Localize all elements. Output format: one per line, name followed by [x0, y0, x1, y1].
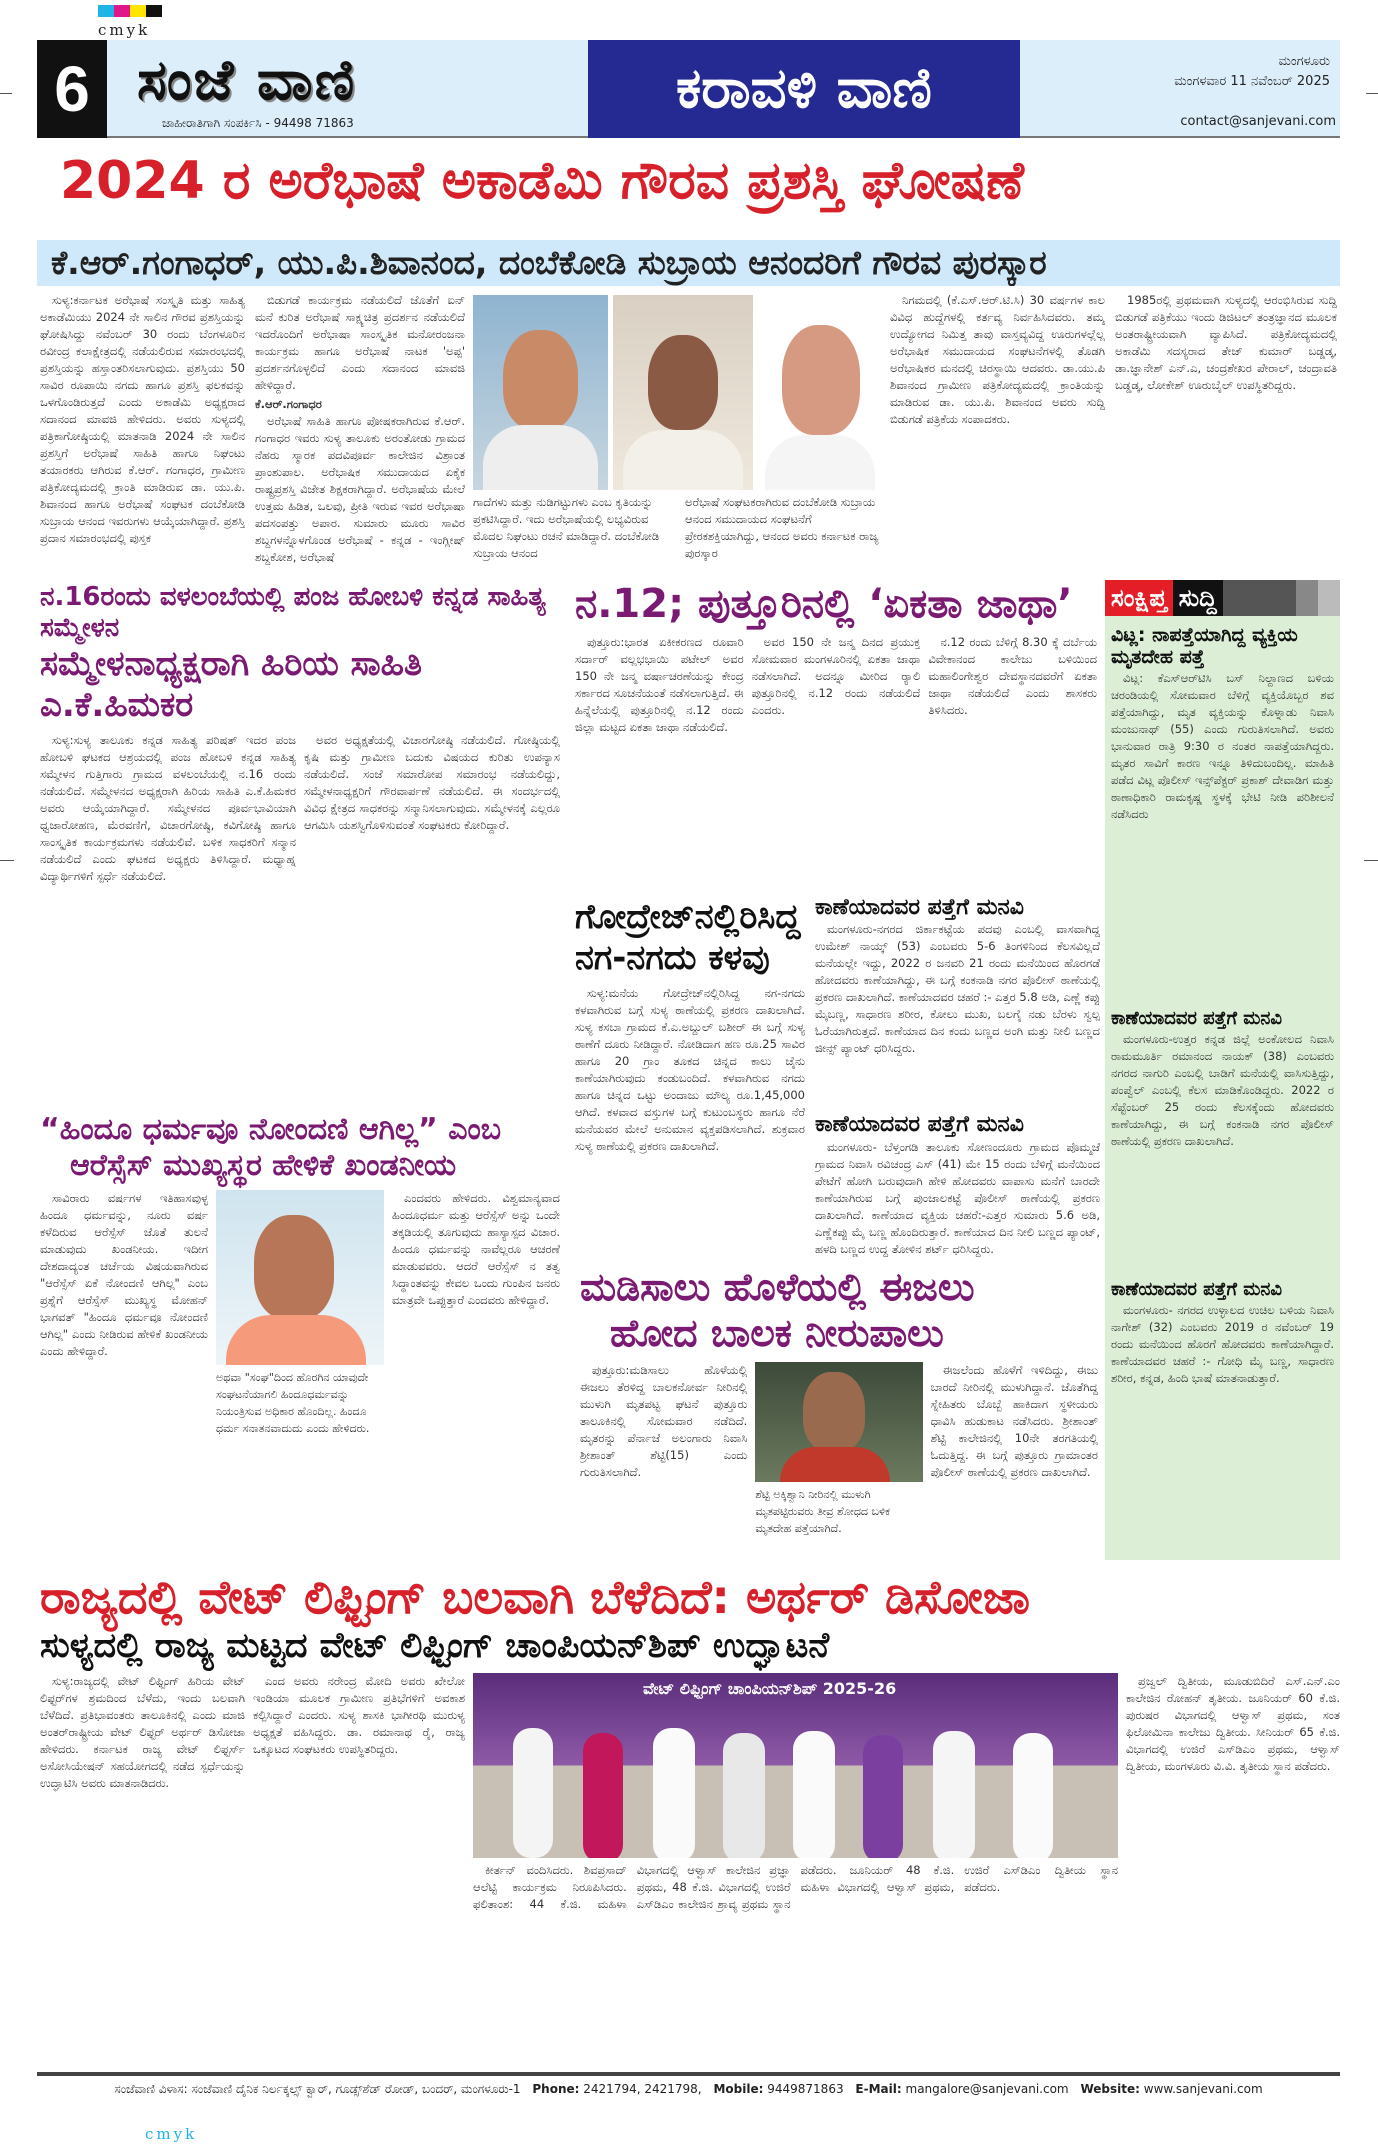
lead-caption-2: ಅರೆಭಾಷೆ ಸಂಘಟಕರಾಗಿರುವ ದಂಬೆಕೋಡಿ ಸುಬ್ರಾಯ ಆನಂದ ಸಮುದಾಯದ ಸಂಘಟನೆಗೆ ಪ್ರೇರಕಶಕ್ತಿಯಾಗಿದ್ದು, ಆನಂದ ಅವರು ಕರ್ನಾಟಕ ರಾಜ್ಯ ಪುರಸ್ಕಾರ: [685, 495, 879, 560]
missing-articles: [815, 895, 1100, 1257]
masthead: [37, 40, 1340, 138]
sahitya-col-2: ಅವರ ಅಧ್ಯಕ್ಷತೆಯಲ್ಲಿ ವಿಚಾರಗೋಷ್ಠಿ ನಡೆಯಲಿದೆ. ಗೋಷ್ಠಿಯಲ್ಲಿ ಕೃಷಿ ಮತ್ತು ಗ್ರಾಮೀಣ ಬದುಕು ವಿಷಯದ ಕುರಿತು ಉಪನ್ಯಾಸ ನಡೆಯಲಿದೆ. ಸಂಜೆ ಸಮಾರೋಪ ಸಮಾರಂಭ ನಡೆಯಲಿದ್ದು, ಸಮ್ಮೇಳನಾಧ್ಯಕ್ಷರಿಗೆ ಗೌರವಾರ್ಪಣೆ ನಡೆಯಲಿದೆ. ಈ ಸಂದರ್ಭದಲ್ಲಿ ವಿವಿಧ ಕ್ಷೇತ್ರದ ಸಾಧಕರನ್ನು ಸನ್ಮಾನಿಸಲಾಗುವುದು. ಸಮ್ಮೇಳನಕ್ಕೆ ಎಲ್ಲರೂ ಆಗಮಿಸಿ ಯಶಸ್ವಿಗೊಳಿಸುವಂತೆ ಸಂಘಟಕರು ಕೋರಿದ್ದಾರೆ.: [304, 732, 560, 832]
photo-subraya-ananda: [760, 295, 880, 490]
missing2-headline: ಕಾಣೆಯಾದವರ ಪತ್ತೆಗೆ ಮನವಿ: [815, 1112, 1024, 1138]
lead-col-1: ಸುಳ್ಯ:ಕರ್ನಾಟಕ ಅರೆಭಾಷೆ ಸಂಸ್ಕೃತಿ ಮತ್ತು ಸಾಹಿತ್ಯ ಅಕಾಡೆಮಿಯು 2024 ನೇ ಸಾಲಿನ ಗೌರವ ಪ್ರಶಸ್ತಿಯನ್ನು ಘೋಷಿಸಿದ್ದು ನವೆಂಬರ್ 30 ರಂದು ಬೆಂಗಳೂರಿನ ರವೀಂದ್ರ ಕಲಾಕ್ಷೇತ್ರದಲ್ಲಿ ನಡೆಯಲಿರುವ ಸಮಾರಂಭದಲ್ಲಿ ಪ್ರಶಸ್ತಿಯನ್ನು ಹಸ್ತಾಂತರಿಸಲಾಗುವುದು. ಪ್ರಶಸ್ತಿಯು 50 ಸಾವಿರ ರೂಪಾಯಿ ನಗದು ಹಾಗೂ ಪ್ರಶಸ್ತಿ ಫಲಕವನ್ನು ಒಳಗೊಂಡಿರುತ್ತದೆ ಎಂದು ಅಕಾಡೆಮಿ ಅಧ್ಯಕ್ಷರಾದ ಸದಾನಂದ ಮಾವಜಿ ಹೇಳಿದರು. ಅವರು ಸುಳ್ಯದಲ್ಲಿ ಪತ್ರಿಕಾಗೋಷ್ಠಿಯಲ್ಲಿ ಮಾತನಾಡಿ 2024 ನೇ ಸಾಲಿನ ಪ್ರಶಸ್ತಿಗೆ ಅರೆಭಾಷೆ ಸಾಹಿತಿ ಹಾಗೂ ನಿಘಂಟು ತಯಾರಕರು ಆಗಿರುವ ಕೆ.ಆರ್. ಗಂಗಾಧರ, ಗ್ರಾಮೀಣ ಪತ್ರಿಕೋದ್ಯಮದಲ್ಲಿ ಕ್ರಾಂತಿ ಮಾಡಿರುವ ಡಾ. ಯು.ಪಿ. ಶಿವಾನಂದ ಹಾಗೂ ಅರೆಭಾಷೆ ಸಂಘಟಕ ದಂಬೆಕೋಡಿ ಸುಬ್ರಾಯ ಆನಂದ ಇವರುಗಳು ಆಯ್ಕೆಯಾಗಿದ್ದಾರೆ. ಪ್ರಶಸ್ತಿ ಪ್ರದಾನ ಸಮಾರಂಭದಲ್ಲಿ ಪುಸ್ತಕ: [40, 293, 245, 545]
brief-headline-3: ಕಾಣೆಯಾದವರ ಪತ್ತೆಗೆ ಮನವಿ: [1111, 1279, 1282, 1300]
edition-logo: [588, 40, 1020, 138]
lead-col-2: ಬಿಡುಗಡೆ ಕಾರ್ಯಕ್ರಮ ನಡೆಯಲಿದೆ ಜೊತೆಗೆ ಐನ್ ಮನೆ ಕುರಿತ ಅರೆಭಾಷೆ ಸಾಕ್ಷ್ಯಚಿತ್ರ ಪ್ರದರ್ಶನ ನಡೆಯಲಿದೆ ಇದರೊಂದಿಗೆ ಅರೆಭಾಷಾ ಸಾಂಸ್ಕೃತಿಕ ಮನೋರಂಜನಾ ಕಾರ್ಯಕ್ರಮ ಹಾಗೂ ಅರೆಭಾಷೆ ನಾಟಕ 'ಅಪ್ಪ' ಪ್ರದರ್ಶನಗೊಳ್ಳಲಿದೆ ಎಂದು ಸದಾನಂದ ಮಾವಜಿ ಹೇಳಿದ್ದಾರೆ. ಕೆ.ಆರ್.ಗಂಗಾಧರ ಅರೆಭಾಷೆ ಸಾಹಿತಿ ಹಾಗೂ ಪೋಷಕರಾಗಿರುವ ಕೆ.ಆರ್. ಗಂಗಾಧರ ಇವರು ಸುಳ್ಯ ತಾಲೂಕು ಅರಂತೋಡು ಗ್ರಾಮದ ನೆಹರು ಸ್ಮಾರಕ ಪದವಿಪೂರ್ವ ಕಾಲೇಜಿನ ವಿಶ್ರಾಂತ ಪ್ರಾಂಶುಪಾಲ. ಅರೆಭಾಷಿಕ ಸಮುದಾಯದ ಏಕೈಕ ರಾಷ್ಟ್ರಪ್ರಶಸ್ತಿ ವಿಜೇತ ಶಿಕ್ಷಕರಾಗಿದ್ದಾರೆ. ಅರೆಭಾಷೆಯ ಮೇಲೆ ಉತ್ತಮ ಹಿಡಿತ, ಒಲವು, ಪ್ರೀತಿ ಇರುವ ಇವರ ಅರೆಭಾಷಾ ಪದಸಂಪತ್ತು ಅಪಾರ. ಸುಮಾರು ಮೂರು ಸಾವಿರ ಶಬ್ದಗಳನ್ನೊಳಗೊಂಡ ಅರೆಭಾಷೆ - ಕನ್ನಡ - ಇಂಗ್ಲೀಷ್ ಶಬ್ದಕೋಶ, ಅರೆಭಾಷೆ: [255, 293, 465, 564]
footer-mobile: 9449871863: [767, 2082, 844, 2096]
footer: ಸಂಜೆವಾಣಿ ವಿಳಾಸ: ಸಂಜೆವಾಣಿ ದೈನಿಕ ನಿರ್ಲಕ್ಕಲ್ಸ್ ಕ್ವಾರ್, ಗೂಡ್ಸ್‌ಶೆಡ್ ರೋಡ್, ಬಂದರ್, ಮಂಗಳೂರು-1 Phone: 2421794, 2421798, Mobile: 9449871863 E-Mail: mangalore@sanjevani.com Website: www.sanjevani.com: [37, 2072, 1340, 2097]
godrej-headline-2: ನಗ-ನಗದು ಕಳವು: [575, 937, 770, 978]
lead-headline: 2024 ರ ಅರೆಭಾಷೆ ಅಕಾಡೆಮಿ ಗೌರವ ಪ್ರಶಸ್ತಿ ಘೋಷಣೆ: [60, 151, 1024, 211]
crop-mark: [0, 93, 12, 94]
drown-col-1: ಪುತ್ತೂರು:ಮಡಿಸಾಲು ಹೊಳೆಯಲ್ಲಿ ಈಜಲು ತೆರಳಿದ್ದ ಬಾಲಕನೋರ್ವ ನೀರಿನಲ್ಲಿ ಮುಳುಗಿ ಮೃತಪಟ್ಟ ಘಟನೆ ಪುತ್ತೂರು ತಾಲೂಕಿನಲ್ಲಿ ಸೋಮವಾರ ನಡೆದಿದೆ. ಮೃತರನ್ನು ಪೆರ್ನಾಜೆ ಅಲಂಗಾರು ನಿವಾಸಿ ಶ್ರೀಶಾಂತ್ ಶೆಟ್ಟಿ(15) ಎಂದು ಗುರುತಿಸಲಾಗಿದೆ.: [580, 1363, 748, 1480]
hindu-col-1: ಸಾವಿರಾರು ವರ್ಷಗಳ ಇತಿಹಾಸವುಳ್ಳ ಹಿಂದೂ ಧರ್ಮವನ್ನು, ನೂರು ವರ್ಷ ಕಳೆದಿರುವ ಆರೆಸ್ಸೆಸ್ ಜೊತೆ ತುಲನೆ ಮಾಡುವುದು ಖಂಡನೀಯ. ಇದೀಗ ದೇಶದಾದ್ಯಂತ ಚರ್ಚೆಯ ವಿಷಯವಾಗಿರುವ "ಆರೆಸ್ಸೆಸ್ ಏಕೆ ನೋಂದಣಿ ಆಗಿಲ್ಲ" ಎಂಬ ಪ್ರಶ್ನೆಗೆ ಆರೆಸ್ಸೆಸ್ ಮುಖ್ಯಸ್ಥ ಮೋಹನ್ ಭಾಗವತ್ "ಹಿಂದೂ ಧರ್ಮವೂ ನೋಂದಣಿ ಆಗಿಲ್ಲ" ಎಂದು ನೀಡಿರುವ ಹೇಳಿಕೆ ಖಂಡನೀಯ ಎಂದು ಹೇಳಿದ್ದಾರೆ.: [40, 1191, 208, 1358]
missing2-body: ಮಂಗಳೂರು- ಬೆಳ್ತಂಗಡಿ ತಾಲೂಕು ಸೋಣಂದೂರು ಗ್ರಾಮದ ಪೊಮ್ಮಜೆ ಗ್ರಾಮದ ನಿವಾಸಿ ರವಿಚಂದ್ರ ಎಸ್ (41) ಮೇ 15 ರಂದು ಬೆಳಿಗ್ಗೆ ಮನೆಯಿಂದ ಪೇಟೆಗೆ ಹೋಗಿ ಬರುವುದಾಗಿ ಹೇಳಿ ಹೋದವರು ವಾಪಾಸು ಮನೆಗೆ ಬಾರದೇ ಕಾಣೆಯಾಗಿರುವ ಬಗ್ಗೆ ಪುಂಜಾಲಕಟ್ಟೆ ಪೊಲೀಸ್ ಠಾಣೆಯಲ್ಲಿ ಪ್ರಕರಣ ದಾಖಲಾಗಿದೆ. ಕಾಣೆಯಾದ ವ್ಯಕ್ತಿಯ ಚಹರೆ:-ಎತ್ತರ ಸುಮಾರು 5.6 ಅಡಿ, ಎಣ್ಣೆಕಪ್ಪು ಮೈ ಬಣ್ಣ ಹೊಂದಿರುತ್ತಾರೆ. ಕಾಣೆಯಾದ ದಿನ ನೀಲಿ ಬಣ್ಣದ ಪ್ಯಾಂಟ್, ಹಳದಿ ಬಣ್ಣದ ಉದ್ದ ತೋಳಿನ ಶರ್ಟ್ ಧರಿಸಿದ್ದರು.: [815, 1139, 1100, 1256]
footer-email[interactable]: mangalore@sanjevani.com: [905, 2082, 1069, 2096]
ekata-col-1: ಪುತ್ತೂರು:ಭಾರತ ಏಕೀಕರಣದ ರೂವಾರಿ ಸರ್ದಾರ್ ವಲ್ಲಭಭಾಯಿ ಪಟೇಲ್ ಅವರ 150 ನೇ ಜನ್ಮ ವರ್ಷಾಚರಣೆಯನ್ನು ಕೇಂದ್ರ ಸರ್ಕಾರದ ಸೂಚನೆಯಂತೆ ನಡೆಸಲಾಗುತ್ತಿದೆ. ಈ ಹಿನ್ನೆಲೆಯಲ್ಲಿ ಪುತ್ತೂರಿನಲ್ಲಿ ನ.12 ರಂದು ಜಿಲ್ಲಾ ಮಟ್ಟದ ಏಕತಾ ಜಾಥಾ ನಡೆಯಲಿದೆ.: [575, 635, 744, 734]
brief-body-3: ಮಂಗಳೂರು- ನಗರದ ಉಳ್ಳಾಲದ ಉಚಿಲ ಬಳಿಯ ನಿವಾಸಿ ನಾಗೇಶ್ (32) ಎಂಬವರು 2019 ರ ನವೆಂಬರ್ 19 ರಂದು ಮನೆಯಿಂದ ಹೊರಗೆ ಹೋದವರು ಕಾಣೆಯಾಗಿದ್ದಾರೆ. ಕಾಣೆಯಾದವರ ಚಹರೆ :- ಗೋಧಿ ಮೈ ಬಣ್ಣ, ಸಾಧಾರಣ ಶರೀರ, ಕನ್ನಡ, ಹಿಂದಿ ಭಾಷೆ ಮಾತನಾಡುತ್ತಾರೆ.: [1111, 1303, 1334, 1385]
city: ಮಂಗಳೂರು: [1278, 54, 1330, 69]
lead-caption-1: ಗಾದೆಗಳು ಮತ್ತು ನುಡಿಗಟ್ಟುಗಳು ಎಂಬ ಕೃತಿಯನ್ನು ಪ್ರಕಟಿಸಿದ್ದಾರೆ. ಇದು ಅರೆಭಾಷೆಯಲ್ಲಿ ಲಭ್ಯವಿರುವ ಮೊದಲ ನಿಘಂಟು ರಚನೆ ಮಾಡಿದ್ದಾರೆ. ದಂಬೆಕೋಡಿ ಸುಬ್ರಾಯ ಆನಂದ: [473, 495, 660, 560]
footer-website[interactable]: www.sanjevani.com: [1143, 2082, 1263, 2096]
sahitya-article: [40, 582, 560, 1104]
lead-col-4: 1985ರಲ್ಲಿ ಪ್ರಥಮವಾಗಿ ಸುಳ್ಯದಲ್ಲಿ ಆರಂಭಿಸಿರುವ ಸುದ್ದಿ ಬಿಡುಗಡೆ ಪತ್ರಿಕೆಯು ಇಂದು ಡಿಜಿಟಲ್ ತಂತ್ರಜ್ಞಾನದ ಮೂಲಕ ಅಂತರಾಷ್ಟ್ರೀಯವಾಗಿ ವ್ಯಾಪಿಸಿದೆ. ಪತ್ರಿಕೋದ್ಯಮದಲ್ಲಿ ಅಕಾಡೆಮಿ ಸದಸ್ಯರಾದ ತೇಜ್ ಕುಮಾರ್ ಬಡ್ಡಡ್ಕ, ಡಾ.ಜ್ಞಾನೇಶ್ ಎನ್.ಎ, ಚಂದ್ರಶೇಖರ ಪೇರಾಲ್, ಚಂದ್ರಾವತಿ ಬಡ್ಡಡ್ಕ, ಲೋಕೇಶ್ ಊರುಬೈಲ್ ಉಪಸ್ಥಿತರಿದ್ದರು.: [1115, 293, 1337, 392]
drown-article: [580, 1265, 1098, 1560]
hindu-article: [40, 1112, 560, 1560]
photo-boy: [755, 1362, 922, 1482]
hindu-col-2: ಎಂದವರು ಹೇಳಿದರು. ವಿಶ್ವಮಾನ್ಯವಾದ ಹಿಂದೂಧರ್ಮ ಮತ್ತು ಆರೆಸ್ಸೆಸ್ ಅನ್ನು ಒಂದೇ ತಕ್ಕಡಿಯಲ್ಲಿ ತೂಗುವುದು ಹಾಸ್ಯಾಸ್ಪದ ವಿಚಾರ. ಹಿಂದೂ ಧರ್ಮವನ್ನು ನಾವೆಲ್ಲರೂ ಆಚರಣೆ ಮಾಡುವವರು. ಆದರೆ ಆರೆಸ್ಸೆಸ್ ನ ತತ್ವ ಸಿದ್ಧಾಂತವನ್ನು ಕೇವಲ ಒಂದು ಗುಂಪಿನ ಜನರು ಮಾತ್ರವೇ ಒಪ್ಪುತ್ತಾರೆ ಎಂದವರು ಹೇಳಿದ್ದಾರೆ.: [392, 1191, 560, 1307]
drown-caption: ಶೆಟ್ಟಿ ಅಕ್ಕಿಶ್ವಾನಿ ನೀರಿನಲ್ಲಿ ಮುಳುಗಿ ಮೃತಪಟ್ಟಿರುವರು ತೀವ್ರ ಶೋಧದ ಬಳಿಕ ಮೃತದೇಹ ಪತ್ತೆಯಾಗಿದೆ.: [755, 1488, 890, 1536]
lead-col-3: ನಿಗಮದಲ್ಲಿ (ಕೆ.ಎಸ್.ಆರ್.ಟಿ.ಸಿ) 30 ವರ್ಷಗಳ ಕಾಲ ವಿವಿಧ ಹುದ್ದೆಗಳಲ್ಲಿ ಕರ್ತವ್ಯ ನಿರ್ವಹಿಸಿದವರು. ತಮ್ಮ ಉದ್ಯೋಗದ ನಿಮಿತ್ತ ತಾವು ವಾಸ್ತವ್ಯವಿದ್ದ ಊರುಗಳಲ್ಲೆಲ್ಲ ಅರೆಭಾಷಿಕ ಸಮುದಾಯದ ಸಂಘಟನೆಗಳಲ್ಲಿ ತೊಡಗಿ ಅರೆಭಾಷಿಕರ ಮನದಲ್ಲಿ ಚಿರಸ್ಥಾಯಿ ಆದವರು. ಡಾ.ಯು.ಪಿ ಶಿವಾನಂದ ಗ್ರಾಮೀಣ ಪತ್ರಿಕೋದ್ಯಮದಲ್ಲಿ ಕ್ರಾಂತಿಯನ್ನು ಮಾಡಿರುವ ಡಾ. ಯು.ಪಿ. ಶಿವಾನಂದ ಅವರು ಸುದ್ದಿ ಬಿಡುಗಡೆ ಪತ್ರಿಕೆಯ ಸಂಪಾದಕರು.: [890, 293, 1105, 426]
photo-weightlifting-inauguration: [473, 1673, 1118, 1858]
godrej-article: [575, 897, 805, 1257]
weightlifting-col-2: ಎಂದ ಅವರು ನರೇಂದ್ರ ಮೋದಿ ಅವರು ಖೇಲೋ ಇಂಡಿಯಾ ಮೂಲಕ ಗ್ರಾಮೀಣ ಪ್ರತಿಭೆಗಳಿಗೆ ಅವಕಾಶ ಕಲ್ಪಿಸಿದ್ದಾರೆ ಎಂದರು. ಸುಳ್ಯ ಶಾಸಕಿ ಭಾಗೀರಥಿ ಮುರುಳ್ಯ ಅಧ್ಯಕ್ಷತೆ ವಹಿಸಿದ್ದರು. ಡಾ. ರಮಾನಾಥ ರೈ, ರಾಜ್ಯ ಒಕ್ಕೂಟದ ಸಂಘಟಕರು ಉಪಸ್ಥಿತರಿದ್ದರು.: [253, 1674, 465, 1757]
edition-name: ಕರಾವಳಿ ವಾಣಿ: [676, 56, 932, 121]
weightlifting-subheadline: ಸುಳ್ಯದಲ್ಲಿ ರಾಜ್ಯ ಮಟ್ಟದ ವೇಟ್ ಲಿಫ್ಟಿಂಗ್ ಚಾಂಪಿಯನ್‌ಶಿಪ್ ಉದ್ಘಾಟನೆ: [40, 1626, 830, 1667]
ekata-article: [575, 580, 1097, 890]
sahitya-headline-2: ಸಮ್ಮೇಳನಾಧ್ಯಕ್ಷರಾಗಿ ಹಿರಿಯ ಸಾಹಿತಿ ಎ.ಕೆ.ಹಿಮಕರ: [40, 644, 423, 726]
brief-body-2: ಮಂಗಳೂರು-ಉತ್ತರ ಕನ್ನಡ ಜಿಲ್ಲೆ ಅಂಕೋಲದ ನಿವಾಸಿ ರಾಮಮೂರ್ತಿ ರಮಾನಂದ ನಾಯಕ್ (38) ಎಂಬವರು ನಗರದ ನಾಗುರಿ ಎಂಬಲ್ಲಿ ಬಾಡಿಗೆ ಮನೆಯಲ್ಲಿ ವಾಸಿಸುತ್ತಿದ್ದು, ಪಂಪ್ವೆಲ್ ಎಂಬಲ್ಲಿ ಕೆಲಸ ಮಾಡಿಕೊಂಡಿದ್ದರು. 2022 ರ ಸೆಪ್ಟೆಂಬರ್ 25 ರಂದು ಕೆಲಸಕ್ಕೆಂದು ಹೋದವರು ಕಾಣೆಯಾಗಿದ್ದು, ಈ ಬಗ್ಗೆ ಕಂಕನಾಡಿ ನಗರ ಪೊಲೀಸ್ ಠಾಣೆಯಲ್ಲಿ ಪ್ರಕರಣ ದಾಖಲಾಗಿದೆ.: [1111, 1032, 1334, 1148]
crop-mark: [1364, 860, 1378, 861]
brief-headline-2: ಕಾಣೆಯಾದವರ ಪತ್ತೆಗೆ ಮನವಿ: [1111, 1008, 1282, 1029]
contact-email[interactable]: contact@sanjevani.com: [1180, 114, 1336, 129]
brief-news-sidebar: [1105, 580, 1340, 1560]
godrej-headline-1: ಗೋದ್ರೇಜ್‌ನಲ್ಲಿರಿಸಿದ್ದ: [575, 897, 801, 937]
crop-mark: [1366, 93, 1378, 94]
missing1-body: ಮಂಗಳೂರು-ನಗರದ ಜಿರ್ಕಾಕಟ್ಟೆಯ ಪದವು ಎಂಬಲ್ಲಿ ವಾಸವಾಗಿದ್ದ ಉಮೇಶ್ ನಾಯ್ಕ್ (53) ಎಂಬವರು 5-6 ತಿಂಗಳಿನಿಂದ ಕೆಲಸವಿಲ್ಲದೆ ಮನೆಯಲ್ಲೇ ಇದ್ದು, 2022 ರ ಜನವರಿ 21 ರಂದು ಮನೆಯಿಂದ ಹೊರಗಡೆ ಹೋದವರು ಕಾಣೆಯಾಗಿದ್ದು, ಈ ಬಗ್ಗೆ ಕಂಕನಾಡಿ ನಗರ ಪೊಲೀಸ್ ಠಾಣೆಯಲ್ಲಿ ಪ್ರಕರಣ ದಾಖಲಾಗಿದೆ. ಕಾಣೆಯಾದವರ ಚಹರೆ :- ಎತ್ತರ 5.8 ಅಡಿ, ಎಣ್ಣೆ ಕಪ್ಪು ಮೈಬಣ್ಣ, ಸಾಧಾರಣ ಶರೀರ, ಕೋಲು ಮುಖ, ಬಲಗೈ ನಡು ಬೆರಳು ಸ್ವಲ್ಪ ಓರೆಯಾಗಿರುತ್ತದೆ. ಕಾಣೆಯಾದ ದಿನ ಕಂದು ಬಣ್ಣದ ಅಂಗಿ ಮತ್ತು ನೀಲಿ ಬಣ್ಣದ ಜೀನ್ಸ್ ಪ್ಯಾಂಟ್ ಧರಿಸಿದ್ದರು.: [815, 922, 1100, 1056]
event-banner: ವೇಟ್ ಲಿಫ್ಟಿಂಗ್ ಚಾಂಪಿಯನ್‌ಶಿಪ್ 2025-26: [643, 1679, 897, 1699]
drown-headline-2: ಹೋದ ಬಾಲಕ ನೀರುಪಾಲು: [610, 1310, 944, 1355]
sahitya-headline-1: ನ.16ರಂದು ವಳಲಂಬೆಯಲ್ಲಿ ಪಂಜ ಹೋಬಳಿ ಕನ್ನಡ ಸಾಹಿತ್ಯ ಸಮ್ಮೇಳನ: [40, 582, 546, 644]
drown-headline-1: ಮಡಿಸಾಲು ಹೊಳೆಯಲ್ಲಿ ಈಜಲು: [580, 1265, 975, 1309]
ekata-col-2: ಅವರ 150 ನೇ ಜನ್ಮ ದಿನದ ಪ್ರಯುಕ್ತ ಸೋಮವಾರ ಮಂಗಳೂರಿನಲ್ಲಿ ಏಕತಾ ಜಾಥಾ ನಡೆಸಲಾಗಿದೆ. ಅದನ್ನೂ ಮೀರಿದ ರ‍್ಯಾಲಿ ಪುತ್ತೂರಿನಲ್ಲಿ ನ.12 ರಂದು ನಡೆಯಲಿದೆ ಎಂದರು.: [751, 635, 921, 717]
weightlifting-col-4: ಪ್ರಜ್ವಲ್ ದ್ವಿತೀಯ, ಮೂಡುಬಿದಿರೆ ಎಸ್.ಎನ್.ಎಂ ಕಾಲೇಜಿನ ರೋಹನ್ ತೃತೀಯ. ಜೂನಿಯರ್ 60 ಕೆ.ಜಿ. ಪುರುಷರ ವಿಭಾಗದಲ್ಲಿ ಆಳ್ವಾಸ್ ಪ್ರಥಮ, ಸಂತ ಫಿಲೋಮಿನಾ ಕಾಲೇಜು ದ್ವಿತೀಯ. ಸೀನಿಯರ್ 65 ಕೆ.ಜಿ. ವಿಭಾಗದಲ್ಲಿ ಉಜಿರೆ ಎಸ್‌ಡಿಎಂ ಪ್ರಥಮ, ಆಳ್ವಾಸ್ ದ್ವಿತೀಯ, ಮಂಗಳೂರು ವಿ.ವಿ. ತೃತೀಯ ಸ್ಥಾನ ಪಡೆದರು.: [1126, 1674, 1340, 1774]
page-number: 6: [37, 40, 107, 138]
missing1-headline: ಕಾಣೆಯಾದವರ ಪತ್ತೆಗೆ ಮನವಿ: [815, 895, 1024, 920]
photo-shivananda: [613, 295, 753, 490]
footer-address: ಸಂಜೆವಾಣಿ ವಿಳಾಸ: ಸಂಜೆವಾಣಿ ದೈನಿಕ ನಿರ್ಲಕ್ಕಲ್ಸ್ ಕ್ವಾರ್, ಗೂಡ್ಸ್‌ಶೆಡ್ ರೋಡ್, ಬಂದರ್, ಮಂಗಳೂರು-1: [114, 2082, 521, 2096]
footer-phone: 2421794, 2421798,: [583, 2082, 702, 2096]
hindu-photo-block: [216, 1190, 384, 1560]
dateline: [1174, 52, 1330, 92]
cmyk-label: cmyk: [98, 21, 151, 39]
ekata-col-3: ನ.12 ರಂದು ಬೆಳಿಗ್ಗೆ 8.30 ಕ್ಕೆ ದರ್ಬೆಯ ವಿವೇಕಾನಂದ ಕಾಲೇಜು ಬಳಿಯಿಂದ ಮಹಾಲಿಂಗೇಶ್ವರ ದೇವಸ್ಥಾನದವರೆಗೆ ಏಕತಾ ಜಾಥಾ ನಡೆಯಲಿದೆ ಎಂದು ಶಾಸಕರು ತಿಳಿಸಿದರು.: [928, 635, 1097, 717]
drown-photo-block: [755, 1362, 922, 1560]
cmyk-registration-mark: [98, 2, 168, 39]
hindu-headline-1: “ಹಿಂದೂ ಧರ್ಮವೂ ನೋಂದಣಿ ಆಗಿಲ್ಲ” ಎಂಬ: [40, 1112, 502, 1147]
brief-news-header: ಸಂಕ್ಷಿಪ್ತ ಸುದ್ದಿ: [1105, 580, 1340, 616]
paper-logo: ಸಂಜೆ ವಾಣಿ: [137, 48, 357, 113]
crop-mark: [0, 860, 14, 861]
hindu-headline-2: ಆರೆಸ್ಸೆಸ್ ಮುಖ್ಯಸ್ಥರ ಹೇಳಿಕೆ ಖಂಡನೀಯ: [70, 1148, 457, 1183]
brief-headline-1: ವಿಟ್ಲ: ನಾಪತ್ತೆಯಾಗಿದ್ದ ವ್ಯಕ್ತಿಯ ಮೃತದೇಹ ಪತ್ತೆ: [1111, 624, 1298, 668]
weightlifting-results: ಕೀರ್ತನ್ ವಂದಿಸಿದರು. ಶಿವಪ್ರಸಾದ್ ಆಲೆಟ್ಟಿ ಕಾರ್ಯಕ್ರಮ ನಿರೂಪಿಸಿದರು. ಫಲಿತಾಂಶ: 44 ಕೆ.ಜಿ. ಮಹಿಳಾ ವಿಭಾಗದಲ್ಲಿ ಆಳ್ವಾಸ್ ಕಾಲೇಜಿನ ಪ್ರಜ್ಞಾ ಪ್ರಥಮ, 48 ಕೆ.ಜಿ. ವಿಭಾಗದಲ್ಲಿ ಉಜಿರೆ ಎಸ್‌ಡಿಎಂ ಕಾಲೇಜಿನ ಶ್ರಾವ್ಯ ಪ್ರಥಮ ಸ್ಥಾನ ಪಡೆದರು. ಜೂನಿಯರ್ 48 ಕೆ.ಜಿ. ಮಹಿಳಾ ವಿಭಾಗದಲ್ಲಿ ಆಳ್ವಾಸ್ ಪ್ರಥಮ, ಉಜಿರೆ ಎಸ್‌ಡಿಎಂ ದ್ವಿತೀಯ ಸ್ಥಾನ ಪಡೆದರು.: [473, 1863, 1118, 1912]
ekata-headline: ನ.12; ಪುತ್ತೂರಿನಲ್ಲಿ ‘ಏಕತಾ ಜಾಥಾ’: [575, 581, 1073, 627]
weightlifting-photo-block: [473, 1673, 1118, 2065]
weightlifting-article: [40, 1570, 1340, 2065]
hindu-caption: ಅಥವಾ "ಸಂಘ"ದಿಂದ ಹೊರಗಿನ ಯಾವುದೇ ಸಂಘಟನೆಯಾಗಲಿ ಹಿಂದೂಧರ್ಮವನ್ನು ನಿಯಂತ್ರಿಸುವ ಅಧಿಕಾರ ಹೊಂದಿಲ್ಲ. ಹಿಂದೂ ಧರ್ಮ ಸನಾತನವಾದುದು ಎಂದು ಹೇಳಿದರು.: [216, 1371, 370, 1435]
ad-contact: ಜಾಹೀರಾತಿಗಾಗಿ ಸಂಪರ್ಕಿಸಿ - 94498 71863: [162, 116, 354, 130]
photo-gangadhar: [473, 295, 608, 490]
weightlifting-headline: ರಾಜ್ಯದಲ್ಲಿ ವೇಟ್ ಲಿಫ್ಟಿಂಗ್ ಬಲವಾಗಿ ಬೆಳೆದಿದೆ: ಅರ್ಥರ್ ಡಿಸೋಜಾ: [40, 1570, 1031, 1624]
lead-subheadline: ಕೆ.ಆರ್.ಗಂಗಾಧರ್, ಯು.ಪಿ.ಶಿವಾನಂದ, ದಂಬೆಕೋಡಿ ಸುಬ್ರಾಯ ಆನಂದರಿಗೆ ಗೌರವ ಪುರಸ್ಕಾರ: [37, 240, 1340, 286]
godrej-body: ಸುಳ್ಯ:ಮನೆಯ ಗೋದ್ರೇಜ್‌ನಲ್ಲಿರಿಸಿದ್ದ ನಗ-ನಗದು ಕಳವಾಗಿರುವ ಬಗ್ಗೆ ಸುಳ್ಯ ಠಾಣೆಯಲ್ಲಿ ಪ್ರಕರಣ ದಾಖಲಾಗಿದೆ. ಸುಳ್ಯ ಕಸಬಾ ಗ್ರಾಮದ ಕೆ.ಎ.ಅಬ್ದುಲ್ ಬಶೀರ್ ಈ ಬಗ್ಗೆ ಸುಳ್ಯ ಠಾಣೆಗೆ ದೂರು ನೀಡಿದ್ದಾರೆ. ನೋಡಿದಾಗ ಹಣ ರೂ.25 ಸಾವಿರ ಹಾಗೂ 20 ಗ್ರಾಂ ತೂಕದ ಚಿನ್ನದ ಕಾಲು ಚೈನು ಕಾಣೆಯಾಗಿರುವುದು ಕಂಡುಬಂದಿದೆ. ಕಳವಾಗಿರುವ ನಗದು ಹಾಗೂ ಚಿನ್ನದ ಒಟ್ಟು ಅಂದಾಜು ಮೌಲ್ಯ ರೂ.1,45,000 ಆಗಿದೆ. ಕಳವಾದ ವಸ್ತುಗಳ ಬಗ್ಗೆ ಕುಟುಂಬಸ್ಥರು ಹಾಗೂ ನೆರೆ ಮನೆಯವರ ಮೇಲೆ ಅನುಮಾನ ವ್ಯಕ್ತಪಡಿಸಲಾಗಿದೆ. ಶುಕ್ರವಾರ ಸುಳ್ಯ ಠಾಣೆಯಲ್ಲಿ ಪ್ರಕರಣ ದಾಖಲಾಗಿದೆ.: [575, 985, 805, 1153]
sahitya-col-1: ಸುಳ್ಯ:ಸುಳ್ಯ ತಾಲೂಕು ಕನ್ನಡ ಸಾಹಿತ್ಯ ಪರಿಷತ್ ಇದರ ಪಂಜ ಹೋಬಳಿ ಘಟಕದ ಆಶ್ರಯದಲ್ಲಿ ಪಂಜ ಹೋಬಳಿ ಕನ್ನಡ ಸಾಹಿತ್ಯ ಸಮ್ಮೇಳನ ಗುತ್ತಿಗಾರು ಗ್ರಾಮದ ವಳಲಂಬೆಯಲ್ಲಿ ನ.16 ರಂದು ನಡೆಯಲಿದೆ. ಸಮ್ಮೇಳನದ ಅಧ್ಯಕ್ಷರಾಗಿ ಹಿರಿಯ ಸಾಹಿತಿ ಎ.ಕೆ.ಹಿಮಕರ ಅವರು ಆಯ್ಕೆಯಾಗಿದ್ದಾರೆ. ಸಮ್ಮೇಳನದ ಪೂರ್ವಭಾವಿಯಾಗಿ ಧ್ವಜಾರೋಹಣ, ಮೆರವಣಿಗೆ, ವಿಚಾರಗೋಷ್ಠಿ, ಕವಿಗೋಷ್ಠಿ ಹಾಗೂ ಸಾಂಸ್ಕೃತಿಕ ಕಾರ್ಯಕ್ರಮಗಳು ನಡೆಯಲಿವೆ. ಬಳಿಕ ಸಾಧಕರಿಗೆ ಸನ್ಮಾನ ನಡೆಯಲಿದೆ ಎಂದು ಘಟಕದ ಅಧ್ಯಕ್ಷರು ತಿಳಿಸಿದ್ದಾರೆ. ಮಧ್ಯಾಹ್ನ ವಿದ್ಯಾರ್ಥಿಗಳಿಗೆ ಸ್ಪರ್ಧೆ ನಡೆಯಲಿದೆ.: [40, 732, 296, 883]
brief-body-1: ವಿಟ್ಲ: ಕೆಎಸ್ಆರ್‌ಟಿಸಿ ಬಸ್ ನಿಲ್ದಾಣದ ಬಳಿಯ ಚರಂಡಿಯಲ್ಲಿ ಸೋಮವಾರ ಬೆಳಿಗ್ಗೆ ವ್ಯಕ್ತಿಯೊಬ್ಬರ ಶವ ಪತ್ತೆಯಾಗಿದ್ದು, ಮೃತ ವ್ಯಕ್ತಿಯನ್ನು ಕೊಳ್ನಾಡು ನಿವಾಸಿ ಮಂಜುನಾಥ್ (55) ಎಂದು ಗುರುತಿಸಲಾಗಿದೆ. ಅವರು ಭಾನುವಾರ ರಾತ್ರಿ 9:30 ರ ನಂತರ ನಾಪತ್ತೆಯಾಗಿದ್ದರು. ಮೃತರ ಸಾವಿಗೆ ಕಾರಣ ಇನ್ನೂ ತಿಳಿದುಬಂದಿಲ್ಲ. ಮಾಹಿತಿ ಪಡೆದ ವಿಟ್ಲ ಪೊಲೀಸ್ ಇನ್ಸ್‌ಪೆಕ್ಟರ್ ಪ್ರಕಾಶ್ ದೇವಾಡಿಗ ಮತ್ತು ಠಾಣಾಧಿಕಾರಿ ರಾಮಕೃಷ್ಣ ಸ್ಥಳಕ್ಕೆ ಭೇಟಿ ನೀಡಿ ಪರಿಶೀಲನೆ ನಡೆಸಿದರು: [1111, 671, 1334, 821]
weightlifting-col-1: ಸುಳ್ಯ:ರಾಜ್ಯದಲ್ಲಿ ವೇಟ್ ಲಿಫ್ಟಿಂಗ್ ಹಿರಿಯ ವೇಟ್ ಲಿಫ್ಟರ್‌ಗಳ ಶ್ರಮದಿಂದ ಬೆಳೆದು, ಇಂದು ಬಲವಾಗಿ ಬೆಳೆದಿದೆ. ಪ್ರತಿಭಾವಂತರು ತಾಲೂಕಿನಲ್ಲಿ ಎಂದು ಮಾಜಿ ಅಂತರ್‌ರಾಷ್ಟ್ರೀಯ ವೇಟ್ ಲಿಫ್ಟರ್ ಅರ್ಥರ್ ಡಿಸೋಜಾ ಹೇಳಿದರು. ಕರ್ನಾಟಕ ರಾಜ್ಯ ವೇಟ್ ಲಿಫ್ಟರ್ಸ್ ಅಸೋಸಿಯೇಷನ್ ಸಹಯೋಗದಲ್ಲಿ ನಡೆದ ಸ್ಪರ್ಧೆಯನ್ನು ಉದ್ಘಾಟಿಸಿ ಅವರು ಮಾತನಾಡಿದರು.: [40, 1674, 245, 1791]
drown-col-3: ಈಜಲೆಂದು ಹೊಳೆಗೆ ಇಳಿದಿದ್ದು, ಈಜು ಬಾರದೆ ನೀರಿನಲ್ಲಿ ಮುಳುಗಿದ್ದಾನೆ. ಜೊತೆಗಿದ್ದ ಸ್ನೇಹಿತರು ಬೊಬ್ಬೆ ಹಾಕಿದಾಗ ಸ್ಥಳೀಯರು ಧಾವಿಸಿ ಹುಡುಕಾಟ ನಡೆಸಿದರು. ಶ್ರೀಶಾಂತ್ ಶೆಟ್ಟಿ ಕಾಲೇಜಿನಲ್ಲಿ 10ನೇ ತರಗತಿಯಲ್ಲಿ ಓದುತ್ತಿದ್ದ. ಈ ಬಗ್ಗೆ ಪುತ್ತೂರು ಗ್ರಾಮಾಂತರ ಪೊಲೀಸ್ ಠಾಣೆಯಲ್ಲಿ ಪ್ರಕರಣ ದಾಖಲಾಗಿದೆ.: [930, 1363, 1098, 1480]
cmyk-label-bottom: cmyk: [145, 2125, 198, 2143]
date: ಮಂಗಳವಾರ 11 ನವೆಂಬರ್ 2025: [1174, 74, 1330, 89]
photo-speaker: [216, 1190, 384, 1365]
